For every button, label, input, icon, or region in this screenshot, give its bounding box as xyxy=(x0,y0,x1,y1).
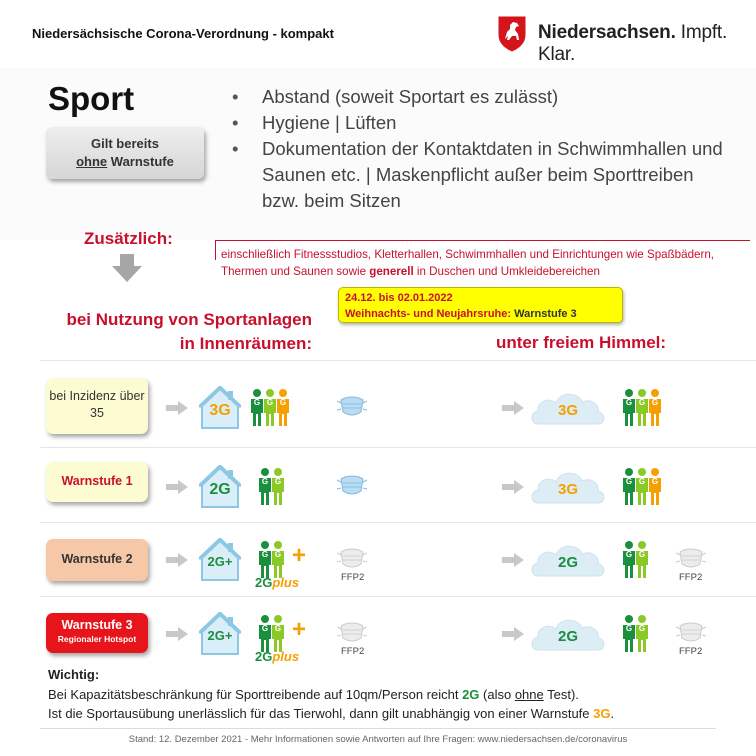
person-letter: G xyxy=(253,398,261,407)
plus-label-a: 2G xyxy=(255,649,273,664)
indoor-heading-line1: bei Nutzung von Sportanlagen xyxy=(66,310,312,329)
level-label: Warnstufe 1 xyxy=(61,474,133,488)
important-title: Wichtig: xyxy=(48,667,100,682)
desc-part: in Duschen und Umkleidebereichen xyxy=(413,265,600,278)
person-icon xyxy=(271,615,285,653)
sport-title: Sport xyxy=(48,80,135,117)
brand-logo-thin: Impft. Klar. xyxy=(538,22,728,65)
brand-logo-text xyxy=(538,22,756,66)
person-icon xyxy=(635,615,649,653)
important-line2 xyxy=(48,704,748,724)
outdoor-column-heading: unter freiem Himmel: xyxy=(496,333,667,352)
arrow-right-icon xyxy=(502,627,524,641)
house-rule-label: 2G xyxy=(209,481,231,498)
niedersachsen-horse-shield-icon xyxy=(497,15,527,53)
person-icon xyxy=(263,389,277,427)
gilt-line1: Gilt bereits xyxy=(91,136,159,151)
divider-line xyxy=(215,240,750,241)
note-2g: 2G xyxy=(462,686,480,702)
plus-label-a: 2G xyxy=(255,575,273,590)
base-rule-item: • Dokumentation der Kontaktdaten in Schwimmhallen und Saunen etc. | Maskenpflicht außer beim Sporttreiben bzw. beim Sitzen xyxy=(232,136,732,214)
ffp2-mask-icon xyxy=(337,620,367,644)
note-text: Test). xyxy=(543,686,579,702)
document-title: Niedersächsische Corona-Verordnung - kompakt xyxy=(32,26,334,41)
person-icon xyxy=(258,541,272,579)
important-note xyxy=(48,665,748,724)
person-letter: G xyxy=(261,624,269,633)
house-rule-label: 3G xyxy=(209,402,231,419)
person-icon xyxy=(622,615,636,653)
person-icon xyxy=(250,389,264,427)
arrow-right-icon xyxy=(502,480,524,494)
person-letter: G xyxy=(625,398,633,407)
row-divider xyxy=(40,360,756,361)
row-divider xyxy=(40,596,756,597)
christmas-rule xyxy=(345,306,616,322)
cloud-rule-label: 3G xyxy=(557,402,578,419)
person-letter: G xyxy=(638,624,646,633)
arrow-down-icon xyxy=(112,254,142,282)
mask-icon xyxy=(337,473,367,497)
arrow-right-icon xyxy=(166,480,188,494)
person-icon xyxy=(271,468,285,506)
level-inzidenz-35 xyxy=(46,378,148,434)
mask-label: FFP2 xyxy=(679,572,703,583)
person-letter: G xyxy=(274,550,282,559)
person-icon xyxy=(648,389,662,427)
note-text: Ist die Sportausübung unerlässlich für das Tierwohl, dann gilt unabhängig von einer Warnstufe xyxy=(48,706,594,721)
base-rules-list xyxy=(232,84,732,214)
brand-logo-bold: Niedersachsen. xyxy=(538,22,676,43)
plus-sign: + xyxy=(292,616,307,643)
footer-divider xyxy=(40,728,716,729)
person-icon xyxy=(635,468,649,506)
person-letter: G xyxy=(638,550,646,559)
indoor-heading-line2: in Innenräumen: xyxy=(179,334,312,353)
person-icon xyxy=(276,389,290,427)
gilt-line2 xyxy=(46,153,204,171)
person-letter: G xyxy=(651,477,659,486)
gilt-rest: Warnstufe xyxy=(107,154,174,169)
person-letter: G xyxy=(261,550,269,559)
person-icon xyxy=(622,468,636,506)
person-letter: G xyxy=(274,477,282,486)
level-warnstufe-2 xyxy=(46,539,148,581)
person-letter: G xyxy=(261,477,269,486)
plus-sign: + xyxy=(292,542,307,569)
arrow-right-icon xyxy=(166,401,188,415)
person-letter: G xyxy=(625,624,633,633)
christmas-notice xyxy=(338,287,623,323)
ffp2-mask-icon xyxy=(337,546,367,570)
level-label: Warnstufe 2 xyxy=(61,552,133,566)
person-icon xyxy=(622,389,636,427)
base-rule-item: • Abstand (soweit Sportart es zulässt) xyxy=(232,84,732,110)
desc-part: einschließlich Fitnessstudios, Kletterhallen, Schwimmhallen und Einrichtungen wie Spaßbädern, Thermen und Saunen sowie xyxy=(221,248,714,278)
arrow-right-icon xyxy=(502,401,524,415)
note-text: Bei Kapazitätsbeschränkung für Sporttreibende auf 10qm/Person reicht xyxy=(48,686,463,702)
mask-icon xyxy=(337,394,367,418)
person-letter: G xyxy=(638,398,646,407)
person-letter: G xyxy=(638,477,646,486)
mask-label: FFP2 xyxy=(341,572,365,583)
note-text: . xyxy=(610,706,615,721)
divider-line xyxy=(215,240,216,260)
ffp2-mask-icon xyxy=(676,546,706,570)
note-ohne: ohne xyxy=(514,686,544,702)
mask-label: FFP2 xyxy=(341,646,365,657)
level-label: bei Inzidenz über 35 xyxy=(49,389,145,420)
important-line1 xyxy=(48,685,748,705)
footer-text: Stand: 12. Dezember 2021 - Mehr Informationen sowie Antworten auf Ihre Fragen: www.niedersachsen.de/coronavirus xyxy=(128,734,628,745)
plus-label-b: plus xyxy=(272,649,300,664)
indoor-column-heading xyxy=(50,308,312,356)
person-icon xyxy=(635,541,649,579)
2g-plus-label xyxy=(255,575,299,590)
person-icon xyxy=(258,468,272,506)
arrow-right-icon xyxy=(166,627,188,641)
base-rule-item: • Hygiene | Lüften xyxy=(232,110,732,136)
mask-label: FFP2 xyxy=(679,646,703,657)
person-letter: G xyxy=(625,477,633,486)
person-letter: G xyxy=(274,624,282,633)
christmas-value: Warnstufe 3 xyxy=(511,308,577,320)
desc-bold: generell xyxy=(369,265,414,278)
zusaetzlich-label: Zusätzlich: xyxy=(84,229,173,248)
row-divider xyxy=(40,522,756,523)
2g-plus-label xyxy=(255,649,299,664)
level-label: Warnstufe 3 xyxy=(61,618,133,632)
house-rule-label: 2G+ xyxy=(207,554,233,569)
level-warnstufe-1 xyxy=(46,462,148,502)
arrow-right-icon xyxy=(166,553,188,567)
person-letter: G xyxy=(625,550,633,559)
ffp2-mask-icon xyxy=(676,620,706,644)
house-rule-label: 2G+ xyxy=(207,628,233,643)
person-letter: G xyxy=(279,398,287,407)
person-icon xyxy=(258,615,272,653)
cloud-rule-label: 2G xyxy=(557,554,578,571)
zusaetzlich-description xyxy=(221,246,746,280)
christmas-label: Weihnachts- und Neujahrsruhe: xyxy=(345,308,512,320)
person-letter: G xyxy=(651,398,659,407)
cloud-rule-label: 3G xyxy=(557,481,578,498)
arrow-right-icon xyxy=(502,553,524,567)
note-3g: 3G xyxy=(593,706,611,721)
gilt-ohne: ohne xyxy=(76,154,108,169)
person-icon xyxy=(635,389,649,427)
person-icon xyxy=(622,541,636,579)
christmas-dates: 24.12. bis 02.01.2022 xyxy=(345,292,453,304)
level-warnstufe-3 xyxy=(46,613,148,653)
person-icon xyxy=(648,468,662,506)
note-text: (also xyxy=(479,686,515,702)
person-icon xyxy=(271,541,285,579)
cloud-rule-label: 2G xyxy=(557,628,578,645)
person-letter: G xyxy=(266,398,274,407)
gilt-bereits-badge xyxy=(46,127,204,179)
level-sublabel: Regionaler Hotspot xyxy=(57,634,137,644)
row-divider xyxy=(40,447,756,448)
plus-label-b: plus xyxy=(272,575,300,590)
